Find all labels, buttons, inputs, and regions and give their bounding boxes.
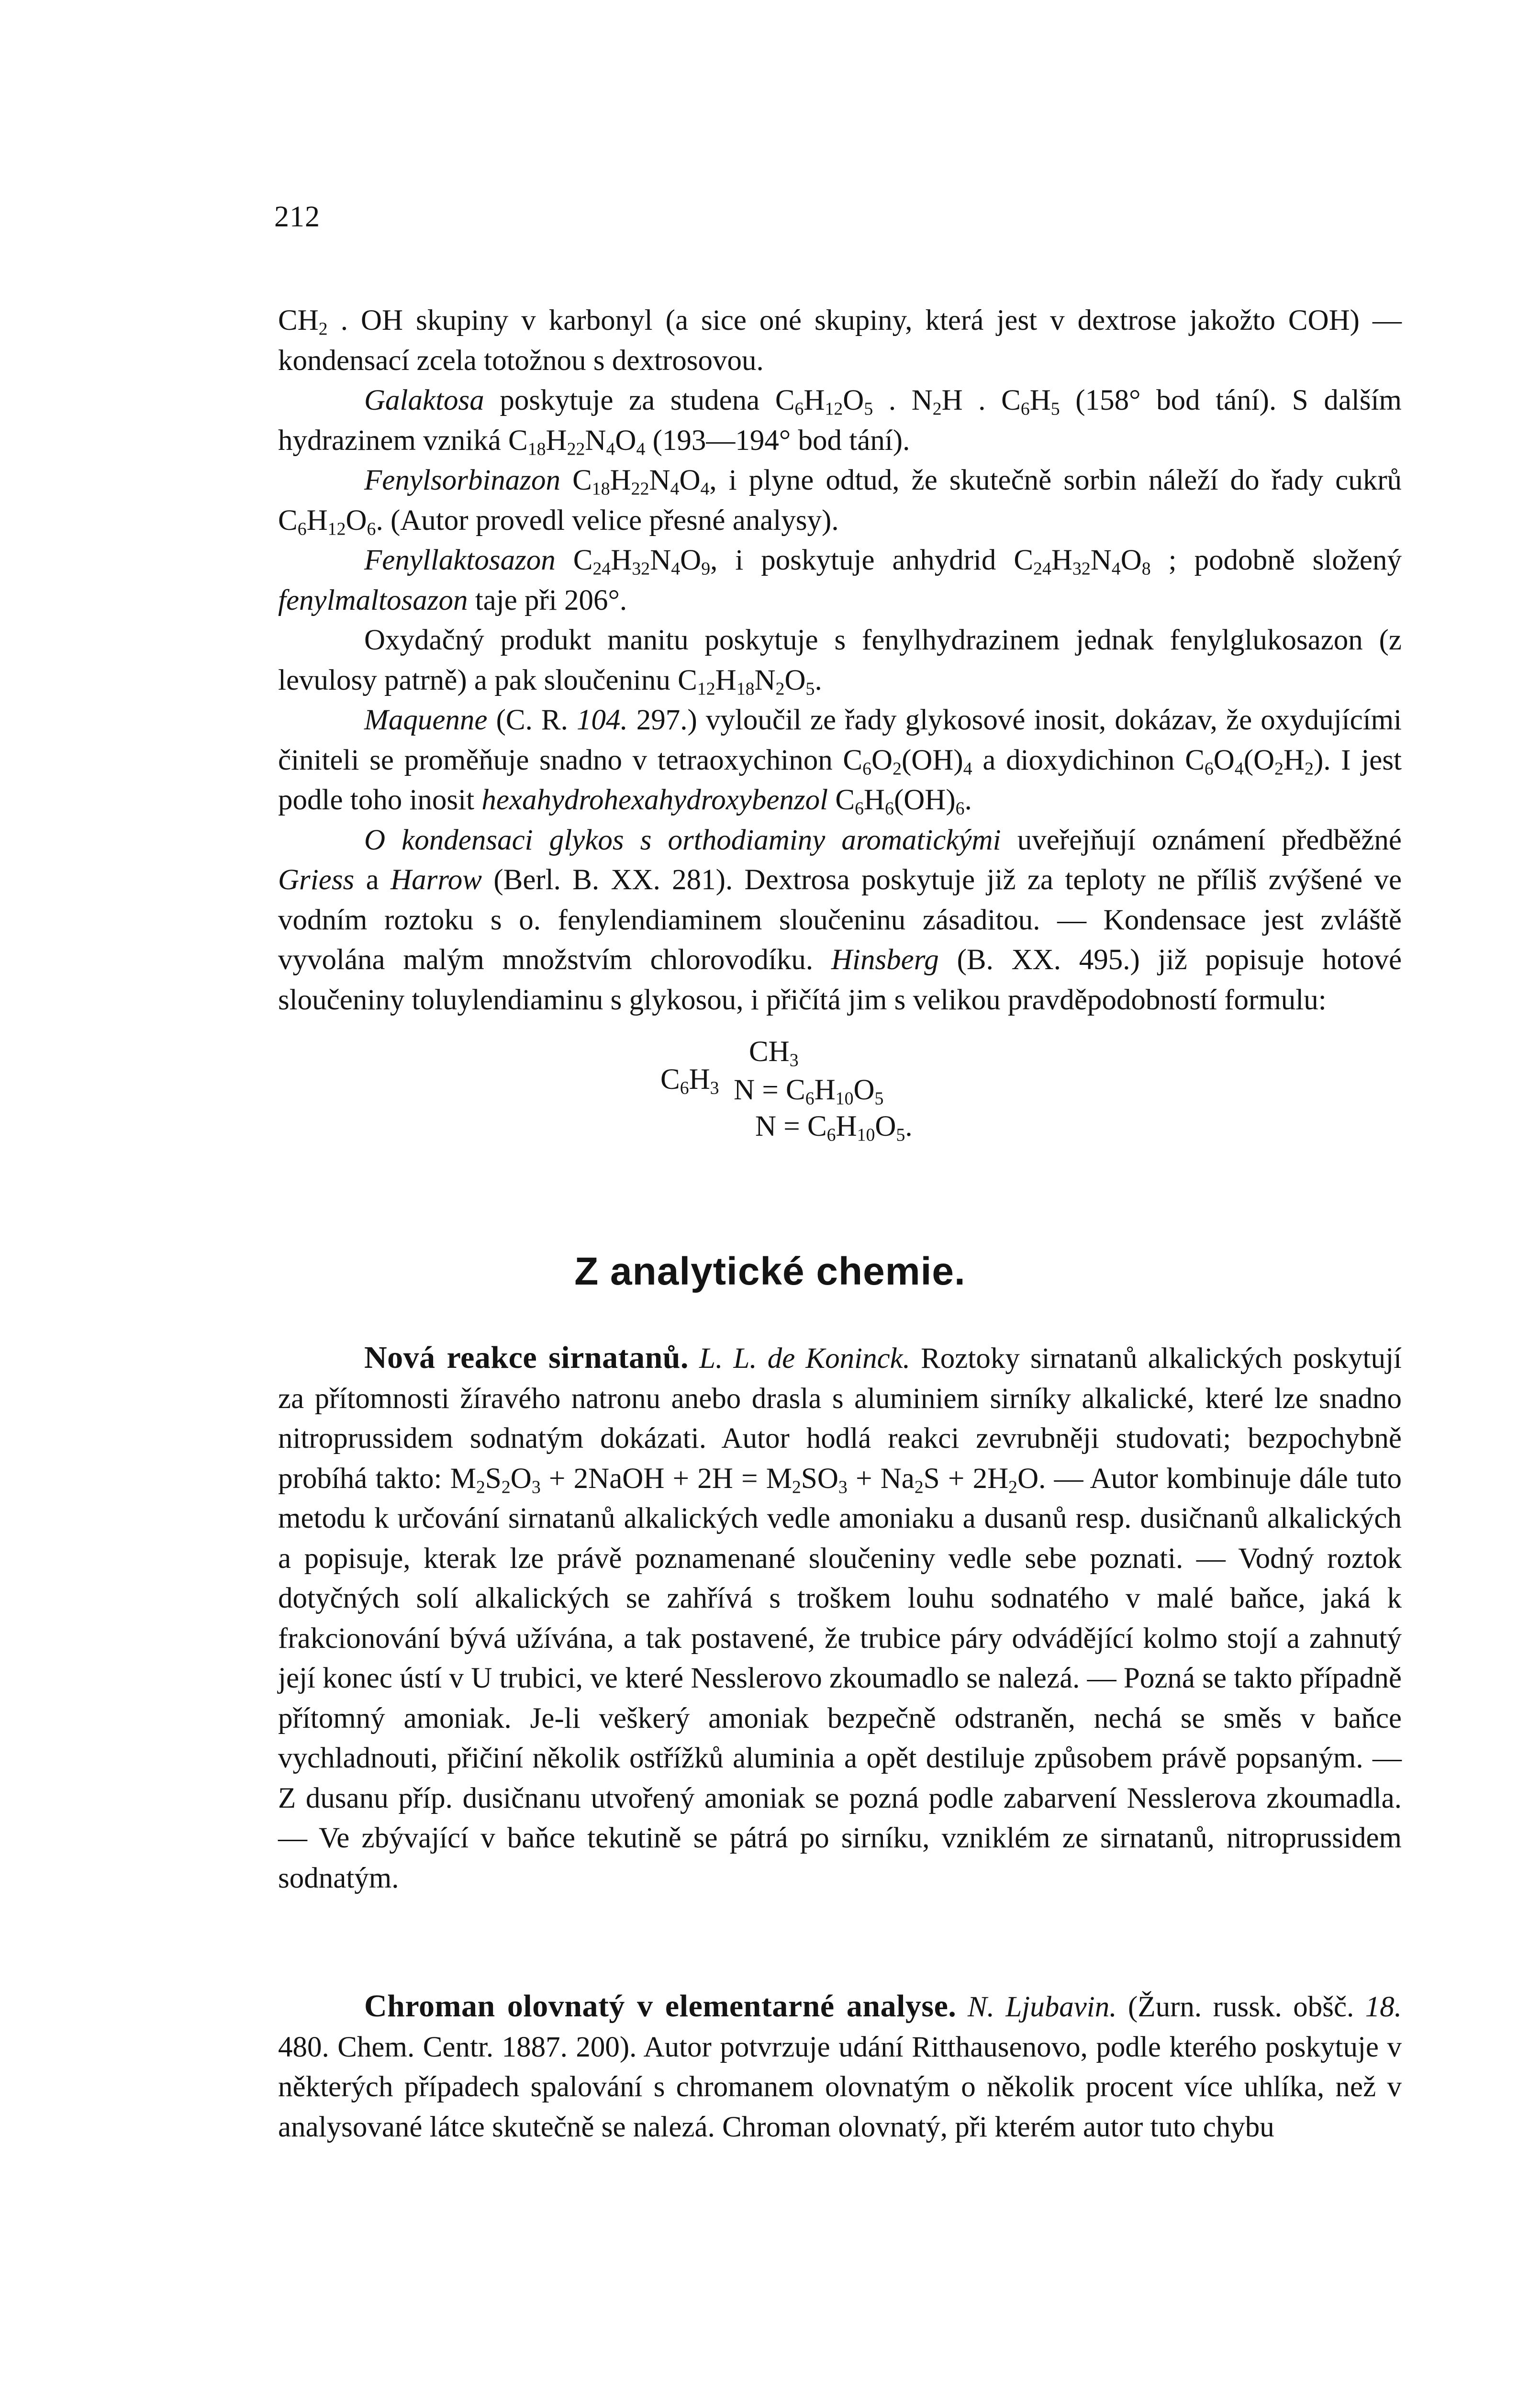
paragraph-oxydacny: Oxydačný produkt manitu poskytuje s fenylhydrazinem jednak fenylglukosazon (z levulosy patrně) a pak sloučeninu $C_{12}H_{18}N_2O_5$. xyxy=(278,624,1402,699)
paragraph-intro: $CH_2$ . OH skupiny v karbonyl (a sice oné skupiny, která jest v dextrose jakožto COH) — kondensací zcela totožnou s dextrosovou. xyxy=(278,304,1402,377)
article-author-ljubavin: N. Ljubavin. xyxy=(967,1991,1117,2023)
paragraph-kondensace: O kondensaci glykos s orthodiaminy aromatickými uveřejňují oznámení předběžné Griess a Harrow (Berl. B. XX. 281). Dextrosa poskytuje již za teploty ne příliš zvýšené ve vodním roztoku s o. fenylendiaminem sloučeninu zásaditou. — Kondensace jest zvláště vyvolána malým množstvím chlorovodíku. Hinsberg (B. XX. 495.) již popisuje hotové sloučeniny toluylendiaminu s glykosou, i přičítá jim s velikou pravděpodobností formulu: xyxy=(278,824,1402,1016)
paragraph-maquenne: Maquenne (C. R. 104. 297.) vyloučil ze řady glykosové inosit, dokázav, že oxydujícími činiteli se proměňuje snadno v tetraoxychinon $C_6O_2(OH)_4$ a dioxydichinon $C_6O_4(O_2H_2)$. I jest podle toho inosit hexahydrohexahydroxybenzol $C_6H_6(OH)_6$. xyxy=(278,704,1402,819)
term-fenylsorbinazon: Fenylsorbinazon xyxy=(364,464,561,496)
chemical-formula xyxy=(660,1034,913,1143)
article-chroman xyxy=(278,1986,1402,2147)
formula-line-2: $N = C_6H_{10}O_5$. xyxy=(755,1110,913,1145)
term-kondensace-title: O kondensaci glykos s orthodiaminy aromatickými xyxy=(364,824,1001,856)
article-author-koninck: L. L. de Koninck. xyxy=(699,1342,910,1375)
term-hexahydrohexahydroxybenzol: hexahydrohexahydroxybenzol xyxy=(481,784,828,816)
article-sirnatany xyxy=(278,1338,1402,1898)
author-harrow: Harrow xyxy=(391,864,482,896)
formula-ch3: $CH_3$ xyxy=(749,1036,799,1071)
paragraph-galaktosa: Galaktosa poskytuje za studena $C_6H_{12}O_5$ . $N_2H$ . $C_6H_5$ (158° bod tání). S dalším hydrazinem vzniká $C_{18}H_{22}N_4O_4$ (193—194° bod tání). xyxy=(278,384,1402,459)
author-maquenne: Maquenne xyxy=(364,704,488,736)
paragraph-chroman: Chroman olovnatý v elementarné analyse. N. Ljubavin. (Žurn. russk. obšč. 18. 480. Chem. Centr. 1887. 200). Autor potvrzuje udání Ritthausenovo, podle kterého poskytuje v některých případech spalování s chromanem olovnatým o několik procent více uhlíka, než v analysované látce skutečně se nalezá. Chroman olovnatý, při kterém autor tuto chybu xyxy=(278,1989,1402,2143)
upper-text-block xyxy=(278,301,1402,1020)
article-title-chroman: Chroman olovnatý v elementarné analyse. xyxy=(364,1989,957,2024)
section-heading: Z analytické chemie. xyxy=(574,1250,966,1293)
page-number: 212 xyxy=(274,201,320,233)
term-fenyllaktosazon: Fenyllaktosazon xyxy=(364,544,556,576)
author-hinsberg: Hinsberg xyxy=(831,944,939,976)
term-galaktosa: Galaktosa xyxy=(364,384,484,416)
paragraph-sirnatany: Nová reakce sirnatanů. L. L. de Koninck. Roztoky sirnatanů alkalických poskytují za přítomnosti žíravého natronu anebo drasla s aluminiem sirníky alkalické, které lze snadno nitroprussidem sodnatým dokázati. Autor hodlá reakci zevrubněji studovati; bezpochybně probíhá takto: $M_2S_2O_3$ + 2NaOH + $2H = M_2SO_3 + Na_2S + 2H_2O$. — Autor kombinuje dále tuto metodu k určování sirnatanů alkalických vedle amoniaku a dusanů resp. dusičnanů alkalických a popisuje, kterak lze právě poznamenané sloučeniny vedle sebe poznati. — Vodný roztok dotyčných solí alkalických se zahřívá s troškem louhu sodnatého v malé baňce, jaká k frakcionování bývá užívána, a tak postavené, že trubice páry odvádějící kolmo stojí a zahnutý její konec ústí v U trubici, ve které Nesslerovo zkoumadlo se nalezá. — Pozná se takto případně přítomný amoniak. Je-li veškerý amoniak bezpečně odstraněn, nechá se směs v baňce vychladnouti, přičiní několik ostřížků aluminia a opět destiluje způsobem právě popsaným. — Z dusanu příp. dusičnanu utvořený amoniak se pozná podle zabarvení Nesslerova zkoumadla. — Ve zbývající v baňce tekutině se pátrá po sirníku, vzniklém ze sirnatanů, nitroprussidem sodnatým. xyxy=(278,1340,1402,1894)
article-title-sirnatany: Nová reakce sirnatanů. xyxy=(364,1340,689,1375)
paragraph-fenylsorbinazon: Fenylsorbinazon $C_{18}H_{22}N_4O_4$, i plyne odtud, že skutečně sorbin náleží do řady cukrů $C_6H_{12}O_6$. (Autor provedl velice přesné analysy). xyxy=(278,464,1402,539)
formula-line-1: $C_6H_3$ $N = C_6H_{10}O_5$ xyxy=(660,1063,884,1109)
term-fenylmaltosazon: fenylmaltosazon xyxy=(278,584,468,616)
author-griess: Griess xyxy=(278,864,355,896)
paragraph-fenyllaktosazon: Fenyllaktosazon $C_{24}H_{32}N_4O_9$, i poskytuje anhydrid $C_{24}H_{32}N_4O_8$ ; podobně složený fenylmaltosazon taje při 206°. xyxy=(278,544,1402,616)
